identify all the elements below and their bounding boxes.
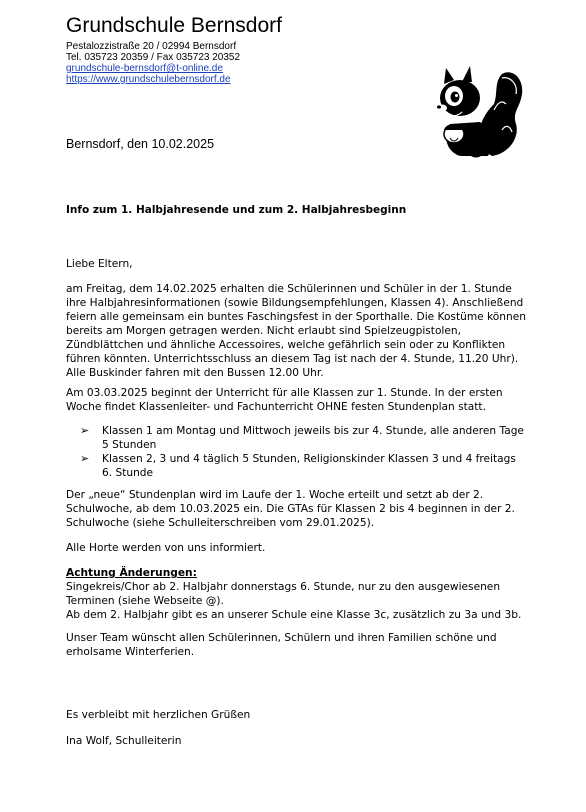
school-address: Pestalozzistraße 20 / 02994 Bernsdorf <box>66 41 237 52</box>
signature: Ina Wolf, Schulleiterin <box>66 735 182 747</box>
list-item <box>66 424 526 452</box>
squirrel-icon <box>432 64 524 160</box>
letter-subject: Info zum 1. Halbjahresende und zum 2. Halbjahresbeginn <box>66 204 407 216</box>
arrow-bullet-icon: ➢ <box>80 452 90 465</box>
changes-block <box>66 566 526 622</box>
school-website-link[interactable]: https://www.grundschulebernsdorf.de <box>66 74 231 85</box>
list-item-text: Klassen 1 am Montag und Mittwoch jeweils bis zur 4. Stunde, alle anderen Tage 5 Stunden <box>102 425 524 451</box>
changes-line-2: Ab dem 2. Halbjahr gibt es an unserer Schule eine Klasse 3c, zusätzlich zu 3a und 3b. <box>66 609 522 621</box>
bullet-list <box>66 424 526 480</box>
changes-heading: Achtung Änderungen: <box>66 567 197 579</box>
arrow-bullet-icon: ➢ <box>80 424 90 437</box>
school-phone-fax: Tel. 035723 20359 / Fax 035723 20352 <box>66 52 241 63</box>
list-item-text: Klassen 2, 3 und 4 täglich 5 Stunden, Religionskinder Klassen 3 und 4 freitags 6. Stunde <box>102 453 516 479</box>
paragraph-5: Unser Team wünscht allen Schülerinnen, Schülern und ihren Familien schöne und erholsame Winterferien. <box>66 632 497 658</box>
paragraph-3: Der „neue“ Stundenplan wird im Laufe der 1. Woche erteilt und setzt ab der 2. Schulwoche, ab dem 10.03.2025 ein. Die GTAs für Klassen 2 bis 4 beginnen in der 2. Schulwoche (siehe Schulleiterschreiben vom 29.01.2025). <box>66 489 515 529</box>
changes-line-1: Singekreis/Chor ab 2. Halbjahr donnerstags 6. Stunde, nur zu den ausgewiesenen Terminen (siehe Webseite @). <box>66 581 501 607</box>
closing: Es verbleibt mit herzlichen Grüßen <box>66 709 251 721</box>
paragraph-1: am Freitag, dem 14.02.2025 erhalten die Schülerinnen und Schüler in der 1. Stunde ihre Halbjahresinformationen (sowie Bildungsempfehlungen, Klassen 4). Anschließend feiern alle gemeinsam ein buntes Faschingsfest in der Sporthalle. Die Kostüme können bereits am Morgen getragen werden. Nicht erlaubt sind Spielzeugpistolen, Zündblättchen und ähnliche Accessoires, welche gefährlich sein oder zu Konflikten führen könnten. Unterrichtsschluss an diesem Tag ist nach der 4. Stunde, 11.20 Uhr). Alle Buskinder fahren mit den Bussen 12.00 Uhr. <box>66 283 526 379</box>
letter-date: Bernsdorf, den 10.02.2025 <box>66 137 215 151</box>
salutation: Liebe Eltern, <box>66 258 133 270</box>
list-item <box>66 452 526 480</box>
school-email-link[interactable]: grundschule-bernsdorf@t-online.de <box>66 63 223 74</box>
school-name: Grundschule Bernsdorf <box>66 14 282 37</box>
paragraph-4: Alle Horte werden von uns informiert. <box>66 542 266 554</box>
paragraph-2: Am 03.03.2025 beginnt der Unterricht für alle Klassen zur 1. Stunde. In der ersten Woche findet Klassenleiter- und Fachunterricht OHNE festen Stundenplan statt. <box>66 387 503 413</box>
